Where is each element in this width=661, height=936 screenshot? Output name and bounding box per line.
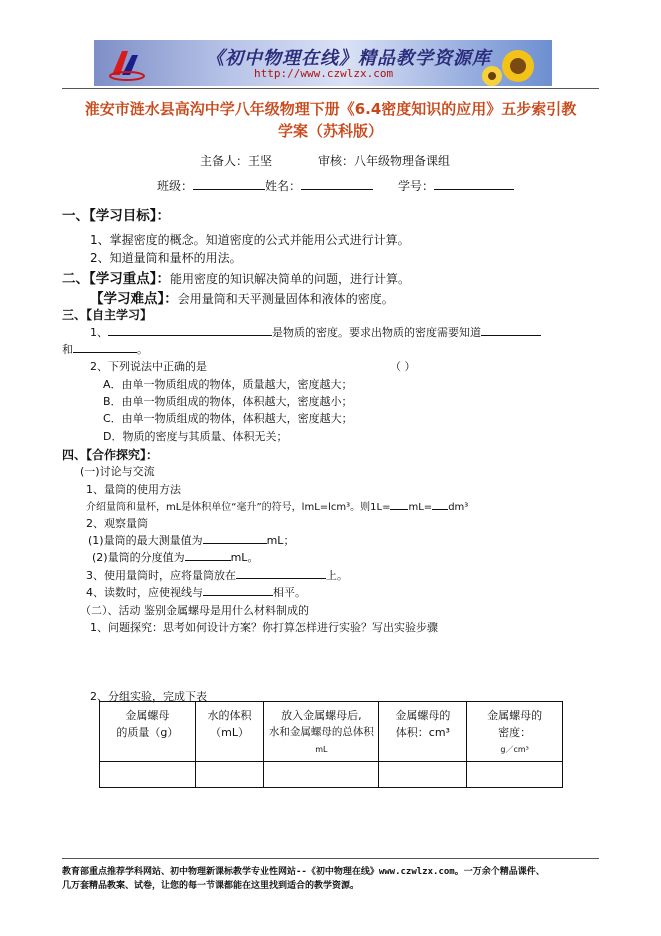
cell-water-volume[interactable] (195, 762, 264, 788)
item-observe-cylinder: 2、观察量筒 (86, 517, 148, 530)
objective-2: 2、知道量筒和量杯的用法。 (90, 251, 242, 265)
name-label: 姓名： (265, 179, 302, 193)
place-cylinder-end: 上。 (326, 569, 348, 582)
q2-question: 2、下列说法中正确的是 (90, 360, 207, 373)
division-value (92, 549, 258, 565)
header-rule (62, 88, 599, 89)
cylinder-intro-c: dm³ (448, 502, 469, 513)
liter-ml-blank[interactable] (390, 498, 408, 510)
header-total-volume: 放入金属螺母后, 水和金属螺母的总体积 mL (264, 702, 379, 762)
max-measure-blank[interactable] (203, 532, 267, 544)
banner-url: http://www.czwlzx.com (254, 67, 394, 80)
reading-blank[interactable] (203, 584, 273, 596)
sub-discussion: (一)讨论与交流 (80, 465, 155, 478)
difficult-point-text: 会用量筒和天平测量固体和液体的密度。 (177, 292, 394, 306)
reading-label: 4、读数时，应使视线与 (86, 586, 203, 599)
place-cylinder-label: 3、使用量筒时，应将量筒放在 (86, 569, 236, 582)
class-field (157, 177, 373, 194)
header-nut-mass: 金属螺母 的质量（g） (100, 702, 196, 762)
place-cylinder-blank[interactable] (236, 567, 326, 579)
preparer: 主备人：王坚 (200, 154, 273, 168)
q2-option-d: D．物质的密度与其质量、体积无关； (103, 430, 288, 443)
place-cylinder (86, 567, 348, 583)
q1-end: 。 (137, 343, 148, 356)
banner-title: 《初中物理在线》精品教学资源库 (206, 48, 491, 69)
cylinder-intro (86, 498, 468, 513)
footer-line-1: 教育部重点推荐学科网站、初中物理新课标教学专业性网站--《初中物理在线》www.czwlzx.com。一万余个精品课件、 (62, 867, 545, 877)
reading-end: 相平。 (273, 586, 306, 599)
cell-nut-density[interactable] (467, 762, 563, 788)
cell-nut-mass[interactable] (100, 762, 196, 788)
liter-dm-blank[interactable] (432, 498, 448, 510)
sunflower-icon (476, 46, 546, 86)
key-point-label: 二、【学习重点】： (62, 271, 170, 287)
q1-and: 和 (62, 343, 73, 356)
section1-heading: 一、【学习目标】： (62, 208, 170, 224)
difficult-point-label: 【学习难点】： (90, 291, 178, 307)
item-cylinder-usage: 1、量筒的使用方法 (86, 483, 181, 496)
section4-heading: 四、【合作探究】： (62, 448, 159, 462)
max-measure (88, 532, 294, 548)
q2-option-b: B．由单一物质组成的物体，体积越大，密度越小； (103, 395, 353, 408)
objective-1: 1、掌握密度的概念。知道密度的公式并能用公式进行计算。 (90, 233, 410, 247)
header-nut-volume: 金属螺母的 体积：cm³ (379, 702, 467, 762)
document-title (62, 98, 599, 142)
q2-option-c: C．由单一物质组成的物体，体积越大，密度越大； (103, 412, 353, 425)
max-measure-unit: mL； (266, 534, 295, 547)
q1-line (90, 324, 541, 340)
q1-blank-1[interactable] (108, 324, 272, 336)
title-line-1: 淮安市涟水县高沟中学八年级物理下册《6.4密度知识的应用》五步索引教 (84, 100, 577, 118)
inquiry-question: 1、问题探究：思考如何设计方案？你打算怎样进行实验？写出实验步骤 (90, 621, 438, 634)
header-nut-density: 金属螺母的 密度： g／cm³ (467, 702, 563, 762)
class-blank[interactable] (193, 178, 265, 190)
footer-rule (62, 858, 599, 859)
student-no-label: 学号： (398, 179, 435, 193)
title-line-2: 学案（苏科版） (277, 122, 383, 140)
q1-blank-2[interactable] (481, 324, 541, 336)
header-water-volume: 水的体积 （mL） (195, 702, 264, 762)
group-experiment: 2、分组实验，完成下表 (90, 690, 207, 703)
q1-blank-3[interactable] (73, 341, 137, 353)
table-header-row (100, 702, 563, 762)
q2-option-a: A．由单一物质组成的物体，质量越大，密度越大； (103, 378, 353, 391)
q1-num: 1、 (90, 326, 108, 339)
name-blank[interactable] (301, 178, 373, 190)
footer-line-2: 几万套精品教案、试卷，让您的每一节课都能在这里找到适合的教学资源。 (62, 881, 360, 891)
cylinder-intro-a: 介绍量筒和量杯，mL是体积单位“毫升”的符号，lmL=lcm³。则1L= (86, 502, 391, 513)
sub-activity: （二）、活动 鉴别金属螺母是用什么材料制成的 (80, 604, 309, 617)
q1-text: 是物质的密度。要求出物质的密度需要知道 (272, 326, 481, 339)
reading-line (86, 584, 306, 600)
site-logo-icon (108, 45, 146, 81)
cylinder-intro-b: mL= (408, 502, 433, 513)
student-no-blank[interactable] (434, 178, 514, 190)
student-no-field (398, 177, 514, 194)
max-measure-label: (1)量筒的最大测量值为 (88, 534, 203, 547)
division-value-unit: mL。 (230, 551, 259, 564)
class-label: 班级： (157, 179, 194, 193)
difficult-point (90, 287, 394, 307)
cell-nut-volume[interactable] (379, 762, 467, 788)
reviewer: 审核：八年级物理备课组 (318, 154, 451, 168)
experiment-table (99, 701, 563, 788)
table-row (100, 762, 563, 788)
q2-answer-bracket[interactable]: （ ） (390, 360, 416, 373)
cell-total-volume[interactable] (264, 762, 379, 788)
division-value-blank[interactable] (185, 549, 231, 561)
header-banner (94, 40, 552, 86)
key-point-text: 能用密度的知识解决简单的问题，进行计算。 (170, 272, 411, 286)
key-point (62, 267, 410, 287)
section3-heading: 三、【自主学习】 (62, 308, 153, 322)
division-value-label: (2)量筒的分度值为 (92, 551, 185, 564)
q1-line-2 (62, 341, 148, 357)
